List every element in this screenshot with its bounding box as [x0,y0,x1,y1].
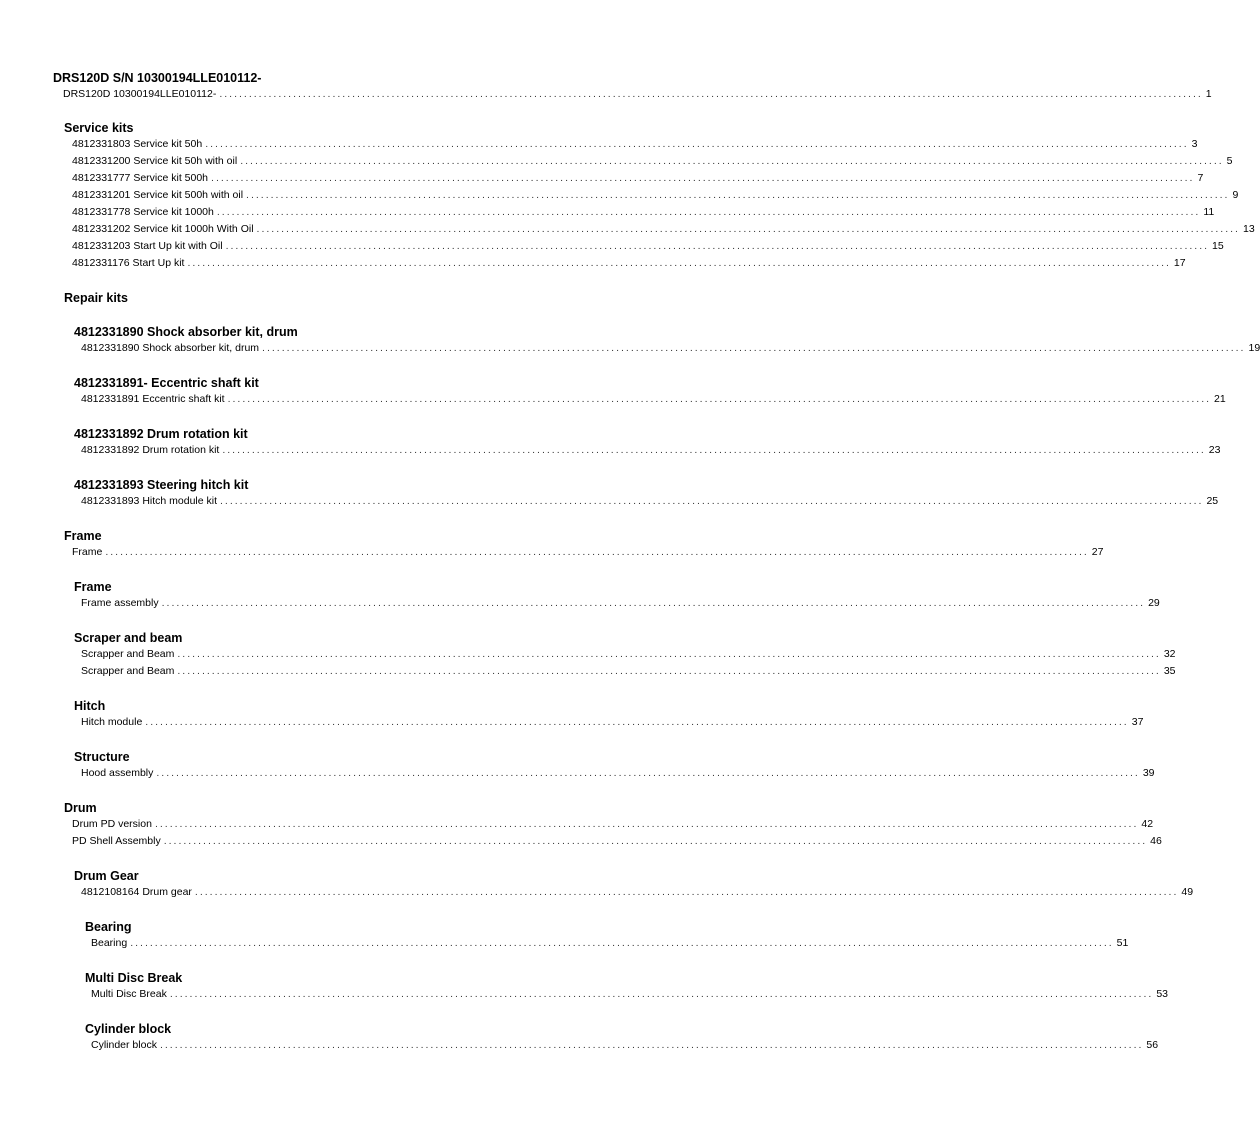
toc-page-number: 25 [1206,495,1219,507]
toc-entry[interactable] [81,392,1226,406]
toc-page-number: 15 [1212,240,1224,252]
toc-entry-label: 4812331803 Service kit 50h [72,138,203,150]
toc-entry-label: 4812331777 Service kit 500h [72,172,209,184]
section-heading: 4812331892 Drum rotation kit [74,427,248,441]
dot-leader: ........................................................................................................................................................................................................ [177,648,1161,660]
section-heading: 4812331890 Shock absorber kit, drum [74,325,298,339]
toc-page-number: 19 [1248,342,1260,354]
toc-page-number: 49 [1181,886,1194,898]
toc-page-number: 5 [1226,155,1233,167]
toc-entry-label: Drum PD version [72,818,152,830]
dot-leader: ........................................................................................................................................................................................................ [246,189,1230,201]
dot-leader: ........................................................................................................................................................................................................ [177,665,1161,677]
section-heading: Bearing [85,920,132,934]
toc-entry[interactable] [72,239,1224,253]
toc-entry-label: 4812331778 Service kit 1000h [72,206,214,218]
toc-entry[interactable] [72,188,1239,202]
toc-page-number: 9 [1232,189,1239,201]
toc-entry-label: Frame assembly [81,597,159,609]
toc-page-number: 13 [1242,223,1255,235]
dot-leader: ........................................................................................................................................................................................................ [163,835,1148,847]
toc-entry[interactable] [81,341,1260,355]
section-heading: Cylinder block [85,1022,172,1036]
toc-entry-label: Hitch module [81,716,143,728]
dot-leader: ........................................................................................................................................................................................................ [220,495,1204,507]
toc-page-number: 46 [1150,835,1162,847]
toc-page-number: 32 [1163,648,1176,660]
dot-leader: ........................................................................................................................................................................................................ [156,767,1140,779]
toc-entry[interactable] [72,817,1154,831]
section-heading: Drum Gear [74,869,139,883]
section-heading: Drum [64,801,97,815]
section-heading: Frame [64,529,102,543]
dot-leader: ........................................................................................................................................................................................................ [205,138,1189,150]
dot-leader: ........................................................................................................................................................................................................ [256,223,1240,235]
section-heading: 4812331891- Eccentric shaft kit [74,376,259,390]
toc-entry[interactable] [81,766,1155,780]
toc-entry-label: 4812108164 Drum gear [81,886,192,898]
toc-entry[interactable] [72,222,1255,236]
dot-leader: ........................................................................................................................................................................................................ [130,937,1114,949]
section-heading: Scraper and beam [74,631,183,645]
toc-entry[interactable] [81,664,1176,678]
toc-entry[interactable] [81,647,1176,661]
dot-leader: ........................................................................................................................................................................................................ [159,1039,1144,1051]
toc-entry[interactable] [72,256,1186,270]
toc-page-number: 11 [1203,206,1215,218]
toc-page-number: 27 [1091,546,1104,558]
toc-entry-label: 4812331200 Service kit 50h with oil [72,155,238,167]
dot-leader: ........................................................................................................................................................................................................ [169,988,1154,1000]
toc-entry-label: Frame [72,546,103,558]
toc-page-number: 39 [1142,767,1155,779]
dot-leader: ........................................................................................................................................................................................................ [216,206,1201,218]
toc-entry[interactable] [63,87,1212,101]
dot-leader: ........................................................................................................................................................................................................ [222,444,1206,456]
toc-page-number: 42 [1141,818,1154,830]
toc-entry[interactable] [81,715,1144,729]
section-heading: Multi Disc Break [85,971,183,985]
toc-page-number: 21 [1214,393,1226,405]
section-heading: 4812331893 Steering hitch kit [74,478,249,492]
toc-entry-label: 4812331892 Drum rotation kit [81,444,220,456]
toc-page-number: 51 [1116,937,1129,949]
toc-entry[interactable] [72,137,1198,151]
section-heading: DRS120D S/N 10300194LLE010112- [53,71,262,85]
toc-entry-label: 4812331893 Hitch module kit [81,495,218,507]
toc-page-number: 35 [1163,665,1176,677]
toc-entry-label: Scrapper and Beam [81,648,175,660]
toc-entry[interactable] [81,494,1219,508]
toc-entry-label: 4812331203 Start Up kit with Oil [72,240,223,252]
dot-leader: ........................................................................................................................................................................................................ [161,597,1146,609]
toc-page-number: 7 [1197,172,1204,184]
toc-entry-label: 4812331176 Start Up kit [72,257,185,269]
toc-entry[interactable] [91,987,1168,1001]
dot-leader: ........................................................................................................................................................................................................ [240,155,1224,167]
toc-page-number: 17 [1173,257,1186,269]
section-heading: Frame [74,580,112,594]
section-heading: Structure [74,750,130,764]
toc-page-number: 1 [1205,88,1212,100]
toc-page-number: 56 [1146,1039,1159,1051]
dot-leader: ........................................................................................................................................................................................................ [145,716,1129,728]
toc-page-number: 3 [1191,138,1198,150]
toc-entry-label: 4812331201 Service kit 500h with oil [72,189,244,201]
dot-leader: ........................................................................................................................................................................................................ [211,172,1195,184]
dot-leader: ........................................................................................................................................................................................................ [194,886,1179,898]
toc-entry[interactable] [91,1038,1159,1052]
toc-entry[interactable] [81,596,1160,610]
toc-entry-label: Multi Disc Break [91,988,167,1000]
toc-entry[interactable] [72,545,1104,559]
section-heading: Repair kits [64,291,128,305]
toc-entry-label: DRS120D 10300194LLE010112- [63,88,217,100]
toc-entry[interactable] [91,936,1129,950]
toc-page-number: 23 [1208,444,1221,456]
toc-entry[interactable] [72,205,1215,219]
toc-entry-label: PD Shell Assembly [72,835,161,847]
toc-entry[interactable] [81,885,1194,899]
dot-leader: ........................................................................................................................................................................................................ [227,393,1212,405]
toc-entry-label: 4812331890 Shock absorber kit, drum [81,342,260,354]
toc-page-number: 29 [1148,597,1160,609]
section-heading: Hitch [74,699,106,713]
dot-leader: ........................................................................................................................................................................................................ [219,88,1203,100]
toc-entry[interactable] [72,834,1162,848]
toc-page-number: 37 [1131,716,1144,728]
toc-entry-label: 4812331891 Eccentric shaft kit [81,393,225,405]
dot-leader: ........................................................................................................................................................................................................ [105,546,1089,558]
toc-entry[interactable] [81,443,1221,457]
toc-entry[interactable] [72,154,1233,168]
toc-entry-label: Bearing [91,937,128,949]
toc-entry-label: Cylinder block [91,1039,157,1051]
toc-entry[interactable] [72,171,1204,185]
dot-leader: ........................................................................................................................................................................................................ [262,342,1246,354]
dot-leader: ........................................................................................................................................................................................................ [154,818,1139,830]
toc-entry-label: 4812331202 Service kit 1000h With Oil [72,223,254,235]
section-heading: Service kits [64,121,134,135]
toc-entry-label: Hood assembly [81,767,154,779]
toc-entry-label: Scrapper and Beam [81,665,175,677]
dot-leader: ........................................................................................................................................................................................................ [187,257,1171,269]
toc-page-number: 53 [1156,988,1168,1000]
dot-leader: ........................................................................................................................................................................................................ [225,240,1210,252]
